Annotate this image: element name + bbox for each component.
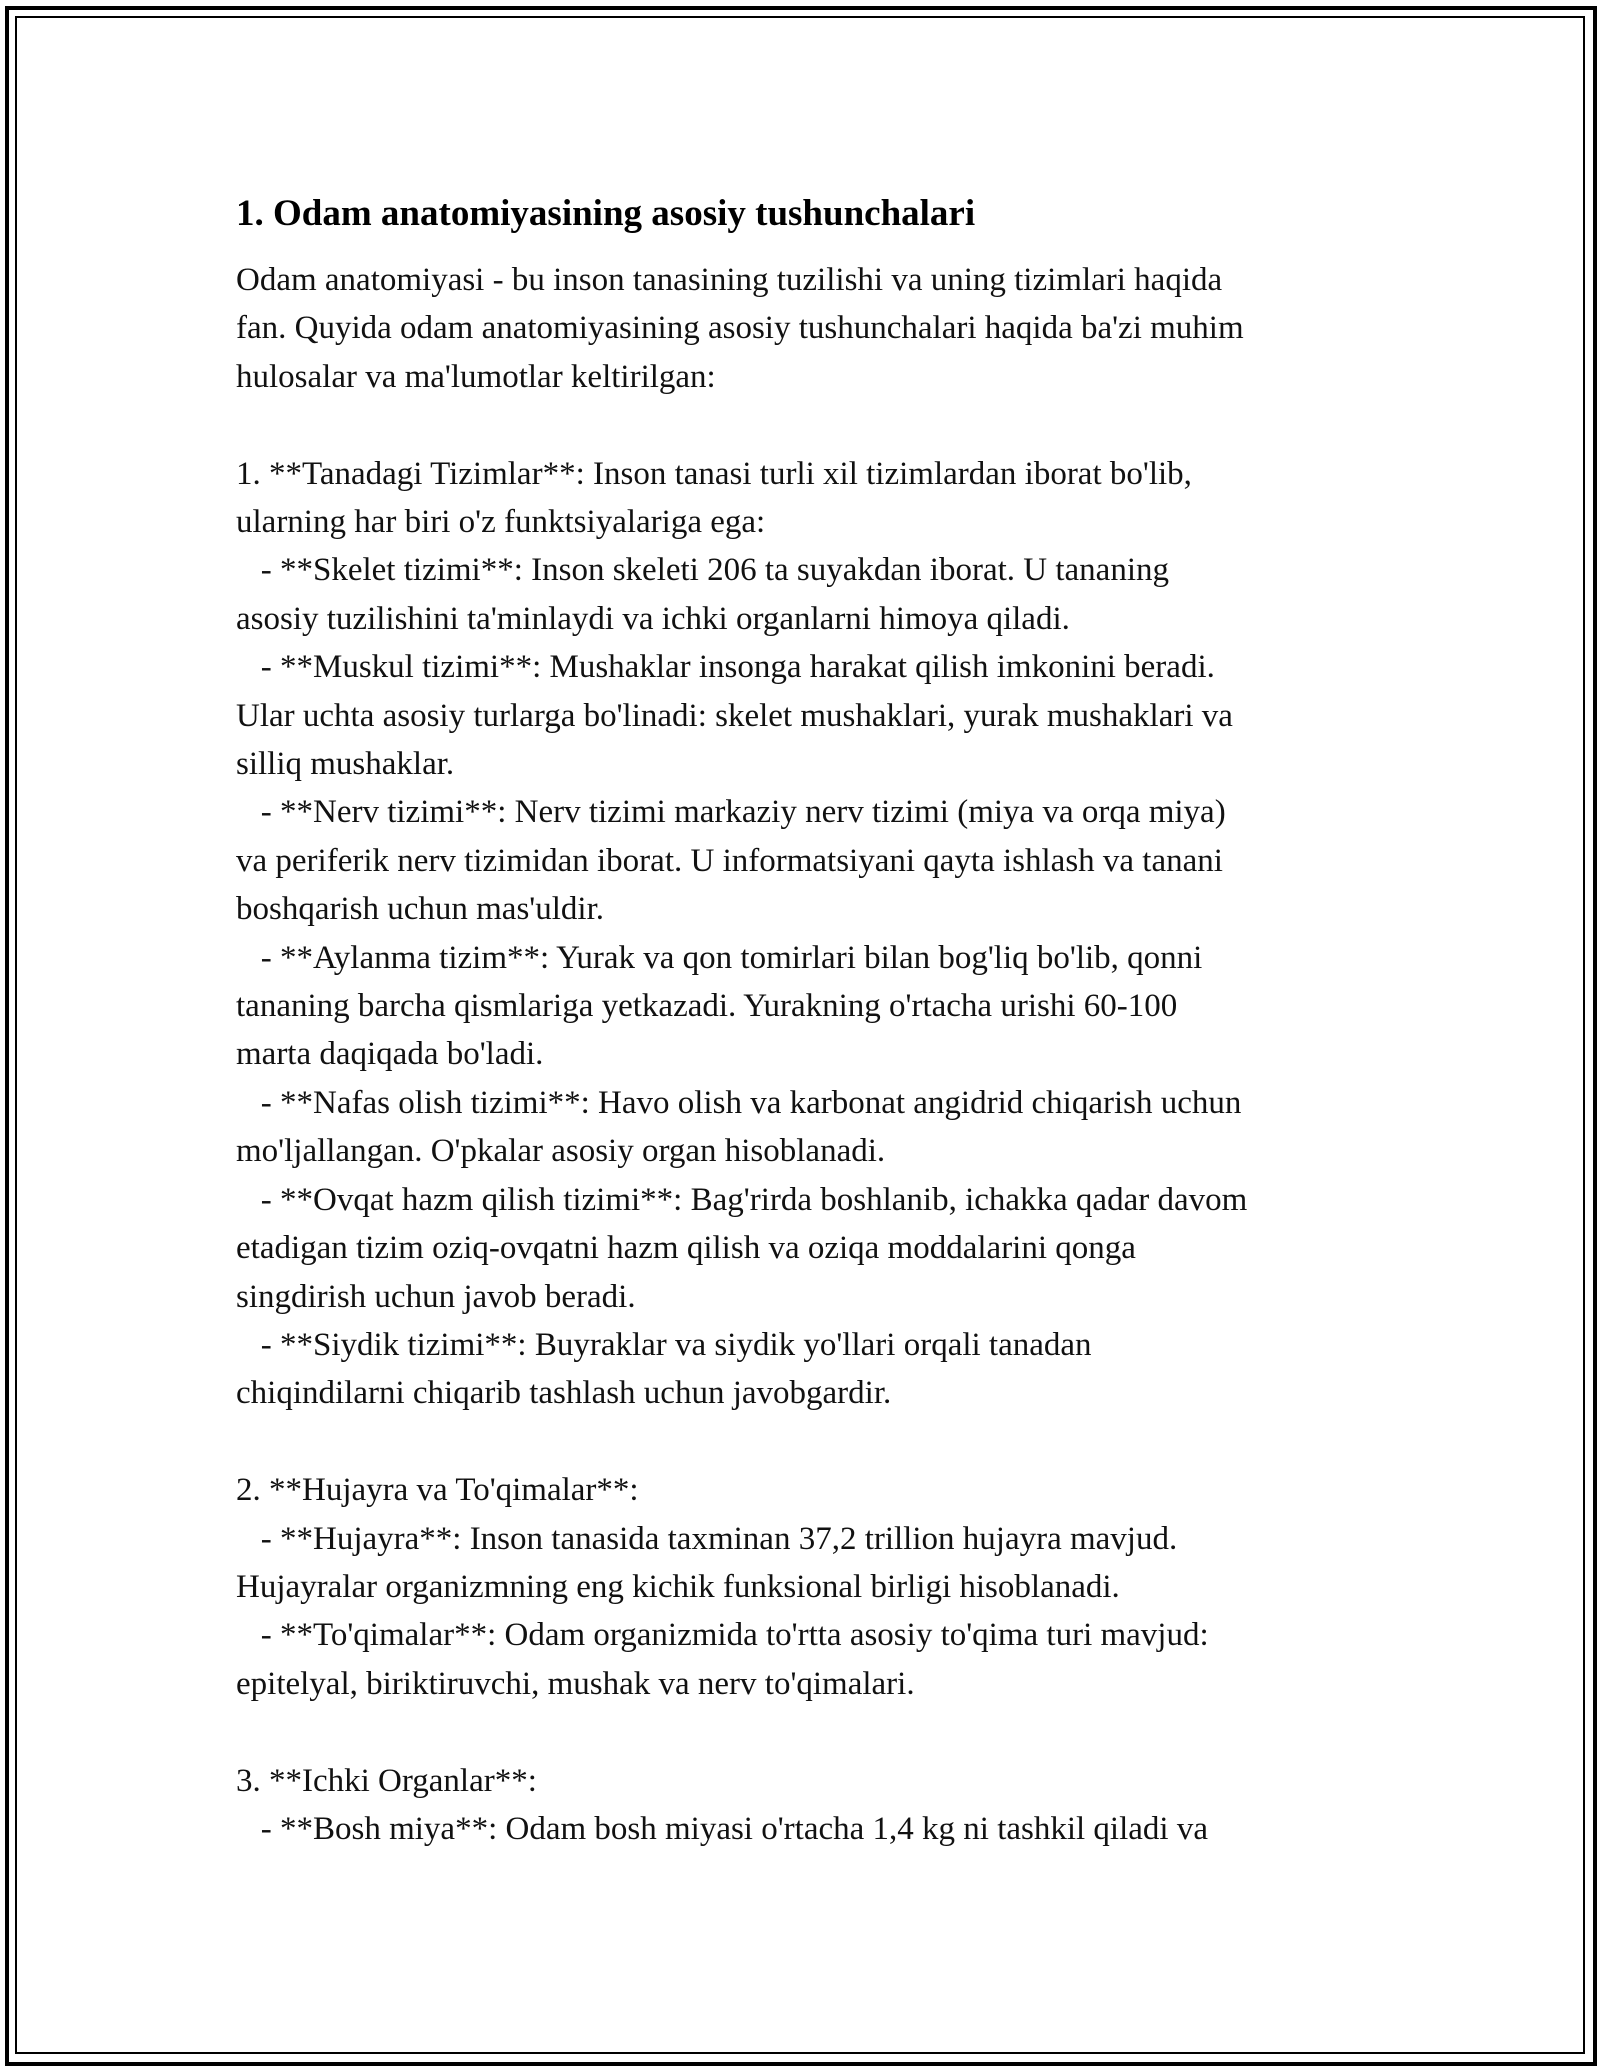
section-cells-tissues: 2. **Hujayra va To'qimalar**: - **Hujayra**: Inson tanasida taxminan 37,2 trillion hujayra mavjud. Hujayralar organizmning eng kichik funksional birligi hisoblanadi. - **To'qimalar**: Odam organizmida to'rtta asosiy to'qima turi mavjud: epitelyal, biriktiruvchi, mushak va nerv to'qimalari. <box>236 1472 1209 1702</box>
paragraph-spacer <box>236 1418 1396 1466</box>
intro-paragraph: Odam anatomiyasi - bu inson tanasining tuzilishi va uning tizimlari haqida fan. Quyida odam anatomiyasining asosiy tushunchalari haqida ba'zi muhim hulosalar va ma'lumotlar keltirilgan: <box>236 262 1244 395</box>
paragraph-spacer <box>236 401 1396 449</box>
section-body-systems: 1. **Tanadagi Tizimlar**: Inson tanasi turli xil tizimlardan iborat bo'lib, ularning har biri o'z funktsiyalariga ega: - **Skelet tizimi**: Inson skeleti 206 ta suyakdan iborat. U tananing asosiy tuzilishini ta'minlaydi va ichki organlarni himoya qiladi. - **Muskul tizimi**: Mushaklar insonga harakat qilish imkonini beradi. Ular uchta asosiy turlarga bo'linadi: skelet mushaklari, yurak mushaklari va silliq mushaklar. - **Nerv tizimi**: Nerv tizimi markaziy nerv tizimi (miya va orqa miya) va periferik nerv tizimidan iborat. U informatsiyani qayta ishlash va tanani boshqarish uchun mas'uldir. - **Aylanma tizim**: Yurak va qon tomirlari bilan bog'liq bo'lib, qonni tananing barcha qismlariga yetkazadi. Yurakning o'rtacha urishi 60-100 marta daqiqada bo'ladi. - **Nafas olish tizimi**: Havo olish va karbonat angidrid chiqarish uchun mo'ljallangan. O'pkalar asosiy organ hisoblanadi. - **Ovqat hazm qilish tizimi**: Bag'rirda boshlanib, ichakka qadar davom etadigan tizim oziq-ovqatni hazm qilish va oziqa moddalarini qonga singdirish uchun javob beradi. - **Siydik tizimi**: Buyraklar va siydik yo'llari orqali tanadan chiqindilarni chiqarib tashlash uchun javobgardir. <box>236 455 1248 1412</box>
section-internal-organs: 3. **Ichki Organlar**: - **Bosh miya**: Odam bosh miyasi o'rtacha 1,4 kg ni tashkil qiladi va <box>236 1762 1208 1847</box>
document-body <box>236 186 1396 1853</box>
document-title: 1. Odam anatomiyasining asosiy tushunchalari <box>236 193 976 234</box>
paragraph-spacer <box>236 1708 1396 1756</box>
